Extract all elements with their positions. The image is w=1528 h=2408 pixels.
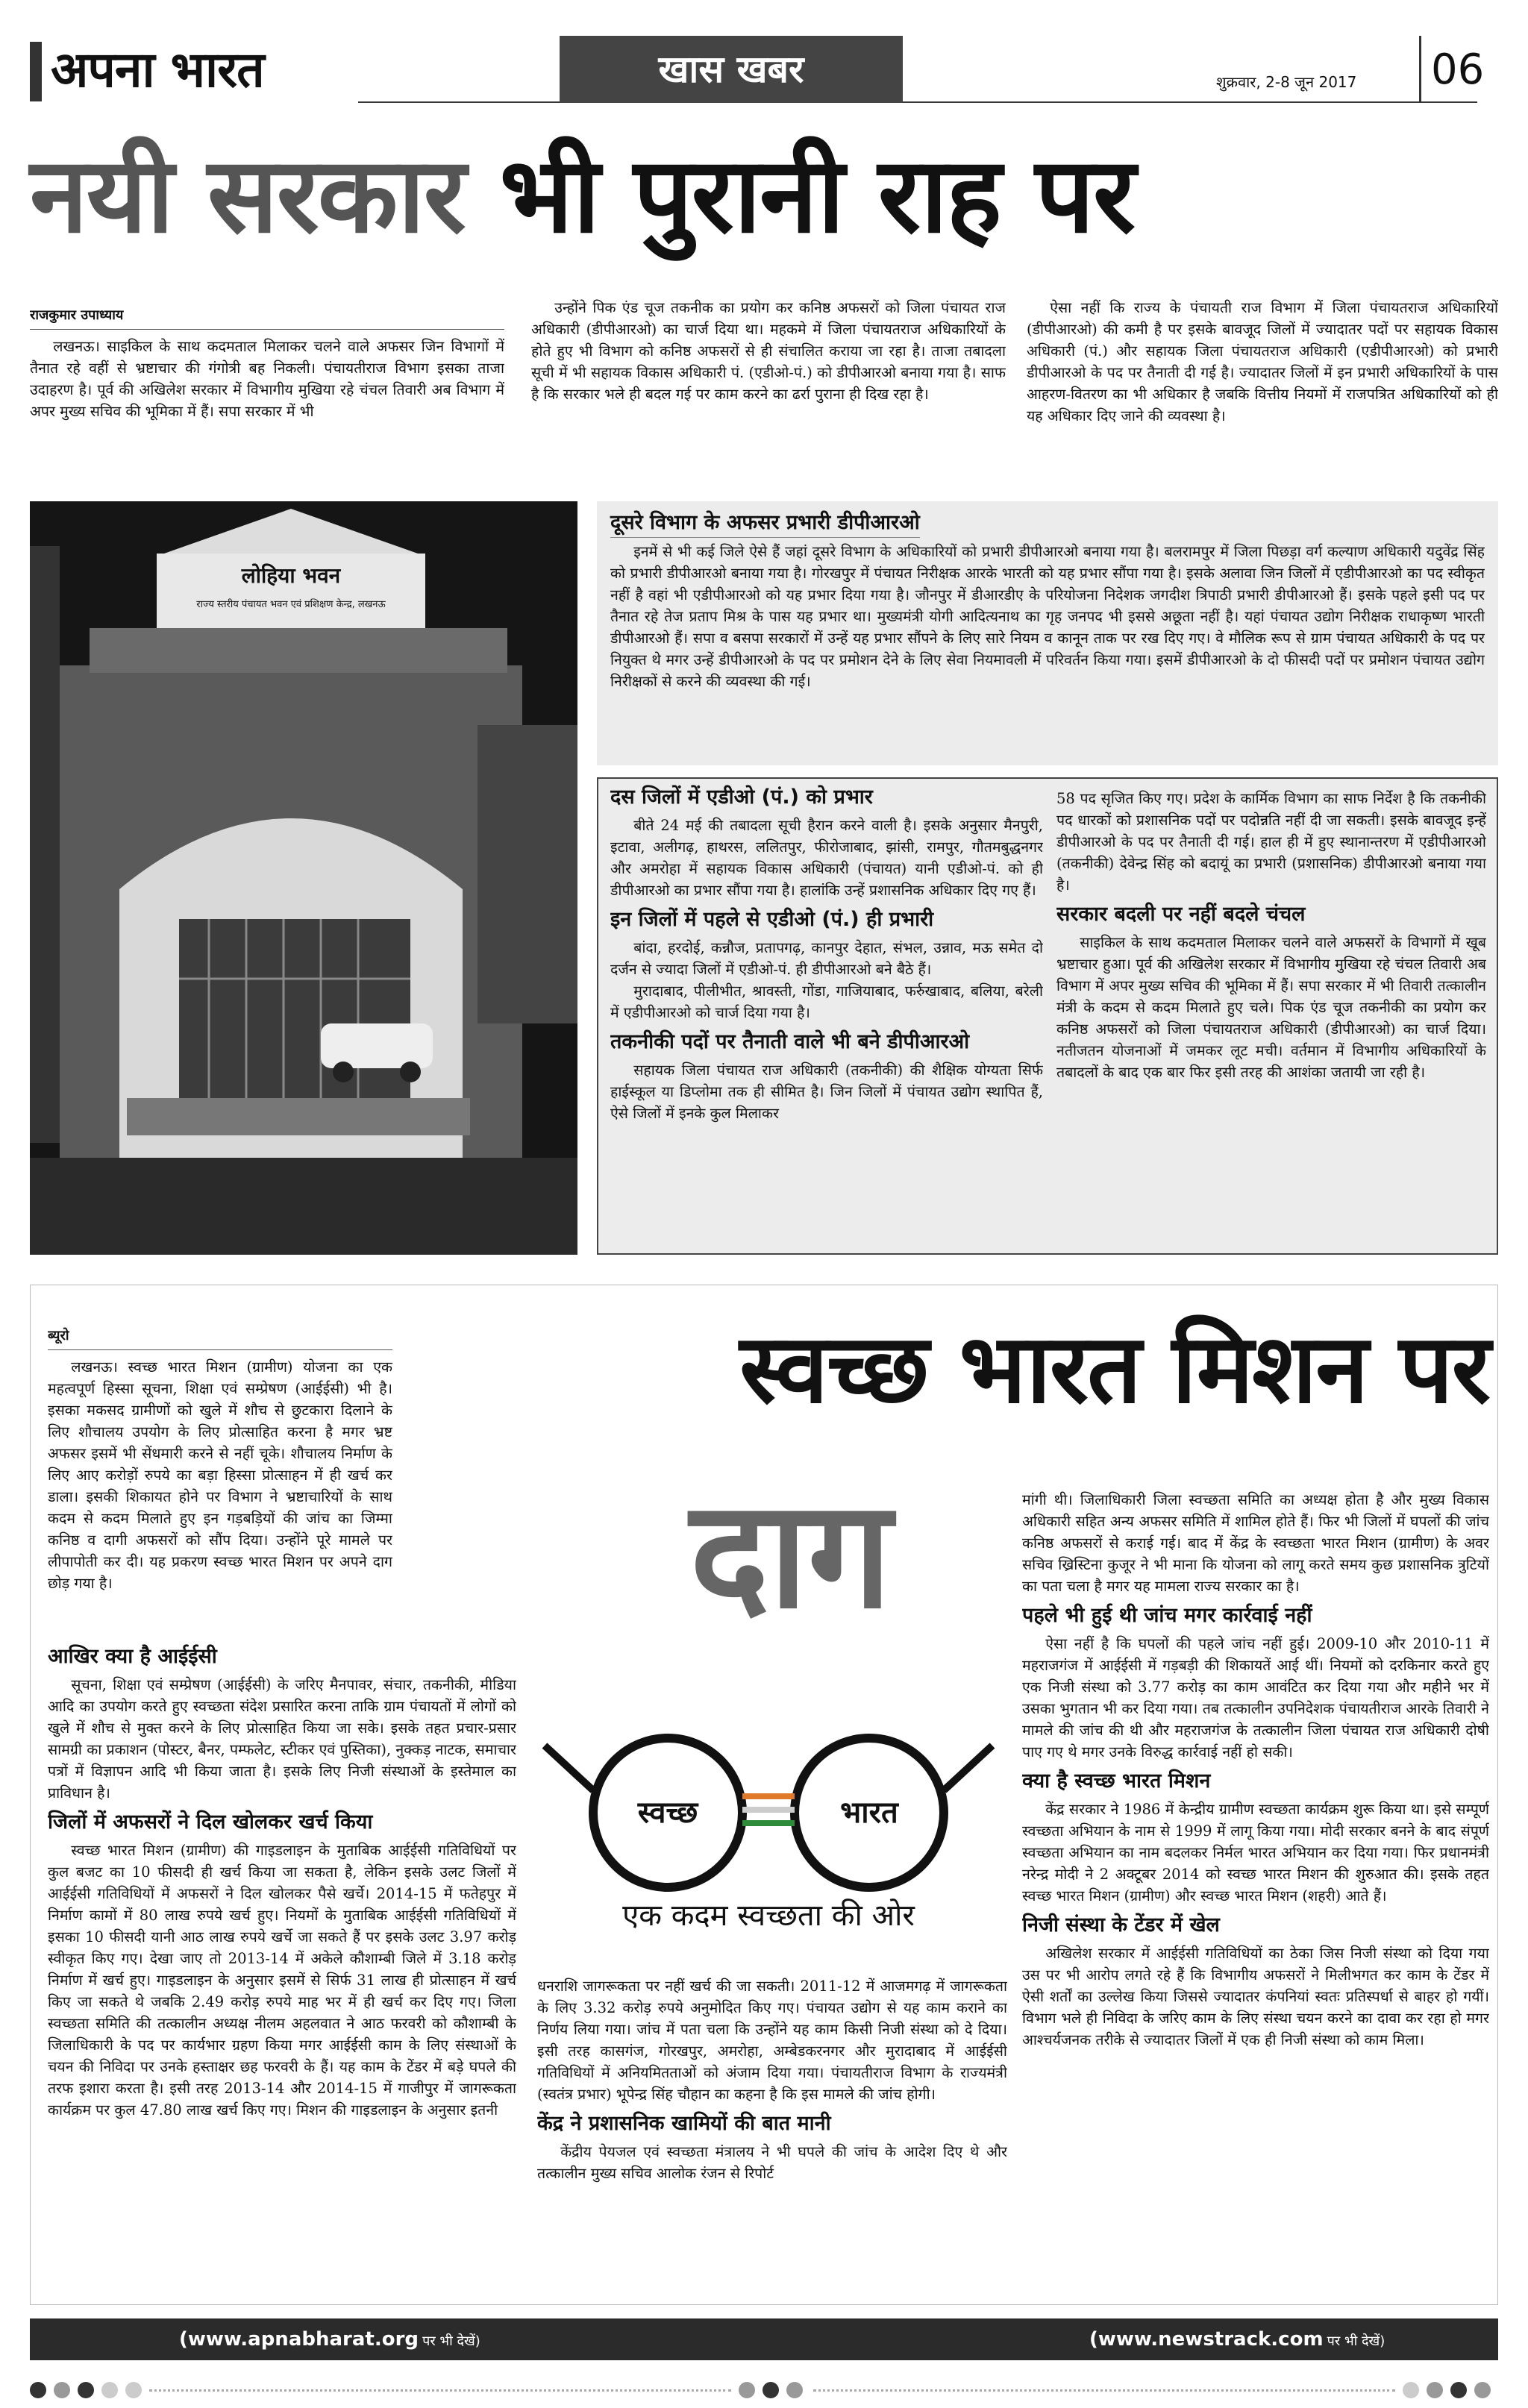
story1-col2-text: उन्होंने पिक एंड चूज तकनीक का प्रयोग कर कनिष्ठ अफसरों को जिला पंचायत राज अधिकारी (डीपीआरओ) का चार्ज दिया था। महकमे में जिला पंचायतराज अधिकारियों के होते हुए भी विभाग को कनिष्ठ अफसरों से ही संचालित कराया जा रहा है। ताजा तबादला सूची में भी सहायक विकास अधिकारी पं. (एडीओ-पं.) को डीपीआरओ बनाया गया है। साफ है कि सरकार भले ही बदल गई पर काम करने का ढर्रा पुराना ही दिख रहा है। [531,299,1006,403]
box2-col-right [1056,788,1486,1250]
story1-headline [30,133,1498,260]
footer-dot [1427,2382,1443,2398]
footer-left [179,2318,480,2362]
building-illustration [30,501,577,1255]
section-label: खास खबर [560,36,903,103]
footer-dot [1450,2382,1467,2398]
box2-text2b: मुरादाबाद, पीलीभीत, श्रावस्ती, गोंडा, गाजियाबाद, फर्रुखाबाद, बलिया, बरेली में एडीपीआरओ को चार्ज दिया गया है। [610,982,1043,1021]
story1-byline: राजकुमार उपाध्याय [30,304,504,330]
story2-heading-iec: आखिर क्या है आईईसी [48,1645,217,1668]
masthead [30,36,1498,109]
footer-dot [1474,2382,1491,2398]
logo-tagline: एक कदम स्वच्छता की ओर [622,1899,915,1933]
box2-col-left [610,783,1043,1250]
masthead-rule [358,101,1477,103]
footer-dot [30,2382,46,2398]
swachh-bharat-logo [537,1716,1000,1940]
footer-right-note: पर भी देखें) [1327,2333,1385,2349]
issue-date: शुक्रवार, 2-8 जून 2017 [1216,73,1357,91]
story2-col3 [1022,1489,1489,2295]
footer-dot [125,2382,142,2398]
sign-subtitle: राज्य स्तरीय पंचायत भवन एवं प्रशिक्षण केन्द्र, लखनऊ [196,599,386,610]
lohia-bhawan-photo [30,501,577,1255]
page-divider [1419,36,1421,103]
box2-text5: साइकिल के साथ कदमताल मिलाकर चलने वाले अफसरों के विभागों में खूब भ्रष्टाचार हुआ। पूर्व की अखिलेश सरकार में विभागीय मुखिया रहे चंचल तिवारी अब विभाग में अपर मुख्य सचिव की भूमिका में हैं। सपा सरकार में भी तिवारी तत्कालीन मंत्री के कदम से कदम मिलाते हुए चले। पिक एंड चूज तकनीकी का प्रयोग कर कनिष्ठ अफसरों को जिला पंचायतराज अधिकारी (डीपीआरओ) का चार्ज दिया। नतीजतन योजनाओं में जमकर लूट मची। वर्तमान में विभागीय अधिकारियों के तबादलों के बाद एक बार फिर इसी तरह की आशंका जतायी जा रही है। [1056,934,1486,1081]
footer-dotted-line [813,2389,1395,2392]
story2-text-c2b: केंद्रीय पेयजल एवं स्वच्छता मंत्रालय ने भी घपले की जांच के आदेश दिए थे और तत्कालीन मुख्य सचिव आलोक रंजन से रिपोर्ट [537,2143,1007,2182]
brand-name: अपना भारत [51,41,264,98]
headline-black-part: भी पुरानी राह पर [499,135,1135,257]
box2-text4: 58 पद सृजित किए गए। प्रदेश के कार्मिक विभाग का साफ निर्देश है कि तकनीकी पद धारकों को प्रशासनिक पदों पर पदोन्नति नहीं दी जा सकती। इसके बावजूद इन्हें डीपीआरओ के पद पर तैनाती दी गई। हाल ही में हुए स्थानान्तरण में एडीपीआरओ (तकनीकी) देवेन्द्र सिंह को बदायूं का प्रभारी (प्रशासनिक) डीपीआरओ बनाया गया है। [1056,790,1486,894]
story2-text-spent: स्वच्छ भारत मिशन (ग्रामीण) की गाइडलाइन के मुताबिक आईईसी गतिविधियों पर कुल बजट का 10 फीसदी ही खर्च किया जा सकता है, लेकिन इसके उलट जिलों में आईईसी गतिविधियों में अफसरों ने दिल खोलकर पैसे खर्चे। 2014-15 में फतेहपुर में निर्माण कामों में 80 लाख रुपये खर्च हुए। नियमों के मुताबिक आईईसी गतिविधियों में इसका 10 फीसदी यानी आठ लाख रुपये खर्चे जा सकते हैं पर इसके उलट 3.97 करोड़ स्वीकृत किए गए। देखा जाए तो 2013-14 में अकेले कौशाम्बी जिले में 3.18 करोड़ निर्माण में खर्च हुए। गाइडलाइन के अनुसार इसमें से सिर्फ 31 लाख ही प्रोत्साहन में खर्च किए जा सकते थे जबकि 2.49 करोड़ रुपये माह भर में ही खर्च कर दिए गए। जिला स्वच्छता समिति की तत्कालीन अध्यक्ष नीलम अहलवात ने आठ फरवरी को कौशाम्बी के जिलाधिकारी के पद पर कार्यभार ग्रहण किया मगर आईईसी काम के लिए संस्थाओं के चयन की निविदा पर उनके हस्ताक्षर छह फरवरी के हैं। यह काम के टेंडर में बड़े घपले की तरफ इशारा करता है। इसी तरह 2013-14 और 2014-15 में गाजीपुर में जागरूकता कार्यक्रम पर कुल 47.80 लाख खर्च किए गए। मिशन की गाइडलाइन के अनुसार इतनी [48,1842,516,2119]
box2-text1: बीते 24 मई की तबादला सूची हैरान करने वाली है। इसके अनुसार मैनपुरी, इटावा, अलीगढ़, हाथरस, ललितपुर, फीरोजाबाद, झांसी, रामपुर, गौतमबुद्धनगर और अमरोहा में सहायक विकास अधिकारी (पंचायत) यानी एडीओ-पं. को ही डीपीआरओ का प्रभार सौंपा गया है। हालांकि उन्हें प्रशासनिक अधिकार दिए गए हैं। [610,817,1043,899]
footer-dot [1403,2382,1419,2398]
story2-heading-tender: निजी संस्था के टेंडर में खेल [1022,1913,1220,1937]
footer-dot [739,2382,755,2398]
story2-byline: ब्यूरो [48,1325,392,1350]
box2-heading3: तकनीकी पदों पर तैनाती वाले भी बने डीपीआरओ [610,1030,970,1053]
story2-text-c3c: केंद्र सरकार ने 1986 में केन्द्रीय ग्रामीण स्वच्छता कार्यक्रम शुरू किया था। इसे सम्पूर्ण स्वच्छता अभियान के नाम से 1999 में लागू किया गया। मोदी सरकार बनने के बाद संपूर्ण स्वच्छता अभियान का नाम बदलकर निर्मल भारत अभियान कर दिया गया। फिर प्रधानमंत्री नरेन्द्र मोदी ने 2 अक्टूबर 2014 को स्वच्छ भारत मिशन की शुरुआत की। इसके तहत स्वच्छ भारत मिशन (ग्रामीण) और स्वच्छ भारत मिशन (शहरी) आते हैं। [1022,1801,1489,1904]
story2-text-c2a: धनराशि जागरूकता पर नहीं खर्च की जा सकती। 2011-12 में आजमगढ़ में जागरूकता के लिए 3.32 करोड़ रुपये अनुमोदित किए गए। पंचायत उद्योग से यह काम कराने का निर्णय लिया गया। जांच में पता चला कि उन्होंने यह काम किसी निजी संस्था को दे दिया। इसी तरह कासगंज, गोरखपुर, अमरोहा, अम्बेडकरनगर और मुरादाबाद में आईईसी गतिविधियों में अनियमितताओं को अंजाम दिया गया। पंचायतीराज विभाग के राज्यमंत्री (स्वतंत्र प्रभार) भूपेन्द्र सिंह चौहान का कहना है कि इस मामले की जांच होगी। [537,1978,1007,2103]
story2-headline: स्वच्छ भारत मिशन पर [739,1314,1489,1425]
footer-right [1089,2318,1385,2362]
footer-dotted-line [149,2389,731,2392]
box1-heading: दूसरे विभाग के अफसर प्रभारी डीपीआरओ [610,509,920,538]
story2-heading-mission: क्या है स्वच्छ भारत मिशन [1022,1769,1211,1793]
footer-dot [78,2382,94,2398]
story2-col2 [537,1975,1007,2296]
story2-text-iec: सूचना, शिक्षा एवं सम्प्रेषण (आईईसी) के जरिए मैनपावर, संचार, तकनीकी, मीडिया आदि का उपयोग करते हुए स्वच्छता संदेश प्रसारित करना ताकि ग्राम पंचायतों में लोगों को खुले में शौच से मुक्त करने के लिए प्रोत्साहित किया जा सके। इसके तहत प्रचार-प्रसार सामग्री का प्रकाशन (पोस्टर, बैनर, पम्फलेट, स्टीकर एवं पुस्तिका), नुक्कड़ नाटक, समाचार पत्रों में विज्ञापन आदि भी किया जाता है। इसके लिए निजी संस्थाओं के इस्तेमाल का प्राविधान है। [48,1676,516,1802]
brand-bar-left [30,42,42,101]
footer-left-note: पर भी देखें) [422,2333,480,2349]
story1-col1-text: लखनऊ। साइकिल के साथ कदमताल मिलाकर चलने वाले अफसर जिन विभागों में तैनात रहे वहीं से भ्रष्टाचार की गंगोत्री बह निकली। पंचायतीराज विभाग इसका ताजा उदाहरण है। पूर्व की अखिलेश सरकार में विभागीय मुखिया रहे चंचल तिवारी अब विभाग में अपर मुख्य सचिव की भूमिका में हैं। सपा सरकार में भी [30,338,504,420]
story2-intro: लखनऊ। स्वच्छ भारत मिशन (ग्रामीण) योजना का एक महत्वपूर्ण हिस्सा सूचना, शिक्षा एवं सम्प्रेषण (आईईसी) भी है। इसका मकसद ग्रामीणों को खुले में शौच से छुटकारा दिलाने के लिए शौचालय उपयोग के लिए प्रोत्साहित करना है मगर भ्रष्ट अफसर इसमें भी सेंधमारी करने से नहीं चूके। शौचालय निर्माण के लिए आए करोड़ों रुपये का बड़ा हिस्सा प्रोत्साहन में ही खर्च कर डाला। इसकी शिकायत होने पर विभाग ने भ्रष्टाचारियों के साथ कदम से कदम मिलाते हुए इन गड़बड़ियों की जांच का जिम्मा कनिष्ठ व दागी अफसरों को सौंप दिया। उन्होंने पूरे मामले पर लीपापोती कर दी। यह प्रकरण स्वच्छ भारत मिशन पर अपने दाग छोड़ गया है। [48,1358,392,1592]
box-other-dept-officers [597,501,1498,765]
sign-title: लोहिया भवन [241,563,341,588]
box2-heading2: इन जिलों में पहले से एडीओ (पं.) ही प्रभारी [610,908,934,931]
page-number: 06 [1431,46,1485,94]
footer-dot [101,2382,118,2398]
footer-dot [54,2382,70,2398]
logo-word-left: स्वच्छ [637,1796,698,1830]
box2-text2: बांदा, हरदोई, कन्नौज, प्रतापगढ़, कानपुर देहात, संभल, उन्नाव, मऊ समेत दो दर्जन से ज्यादा जिलों में एडीओ-पं. ही डीपीआरओ बने बैठे हैं। [610,939,1043,978]
footer-left-site[interactable]: (www.apnabharat.org [179,2328,419,2351]
headline-gray-part: नयी सरकार [30,135,465,257]
story2-headline-daag: दाग [689,1468,892,1642]
story2-col1-cont [48,1638,516,2295]
footer-dot [763,2382,779,2398]
footer-dot [786,2382,803,2398]
story2-heading-earlier: पहले भी हुई थी जांच मगर कार्रवाई नहीं [1022,1604,1312,1627]
story2-heading-centre: केंद्र ने प्रशासनिक खामियों की बात मानी [537,2112,831,2135]
footer-bar [30,2318,1498,2360]
story1-col2 [531,297,1006,476]
story1-col3 [1027,297,1498,476]
story2-heading-spent: जिलों में अफसरों ने दिल खोलकर खर्च किया [48,1810,373,1834]
story2-col1 [48,1325,392,1638]
box1-text: इनमें से भी कई जिले ऐसे हैं जहां दूसरे विभाग के अधिकारियों को प्रभारी डीपीआरओ बनाया गया है। बलरामपुर में जिला पिछड़ा वर्ग कल्याण अधिकारी यदुवेंद्र सिंह को प्रभारी डीपीआरओ बनाया गया है। गोरखपुर में पंचायत निरीक्षक आरके भारती को यह प्रभार सौंपा गया है। इसके अलावा जिन जिलों में एडीपीआरओ का पद स्वीकृत नहीं है वहां भी एडीपीआरओ को यह प्रभार दिया गया है। जौनपुर में डीआरडीए के परियोजना निदेशक जगदीश त्रिपाठी प्रभारी डीपीआरओ हैं। इसके पहले इसी पद पर तैनात रहे तेज प्रताप मिश्र के पास यह प्रभार था। मुख्यमंत्री योगी आदित्यनाथ का गृह जनपद भी इससे अछूता नहीं है। यहां पंचायत उद्योग निरीक्षक राधाकृष्ण भारती डीपीआरओ हैं। सपा व बसपा सरकारों में उन्हें यह प्रभार सौंपने के लिए सारे नियम व कानून ताक पर रख दिए गए। वे मौलिक रूप से ग्राम पंचायत अधिकारी के पद पर नियुक्त थे मगर उन्हें डीपीआरओ के पद पर प्रमोशन देने के लिए सेवा नियमावली में परिवर्तन किया गया। इसमें डीपीआरओ के दो फीसदी पदों पर प्रमोशन पंचायत उद्योग निरीक्षकों से करने की व्यवस्था की गई। [610,543,1485,690]
box2-heading4: सरकार बदली पर नहीं बदले चंचल [1056,903,1306,926]
box2-text3: सहायक जिला पंचायत राज अधिकारी (तकनीकी) की शैक्षिक योग्यता सिर्फ हाईस्कूल या डिप्लोमा तक ही सीमित है। जिन जिलों में पंचायत उद्योग स्थापित हैं, ऐसे जिलों में इनके कुल मिलाकर [610,1062,1043,1122]
story2-text-c3a: मांगी थी। जिलाधिकारी जिला स्वच्छता समिति का अध्यक्ष होता है और मुख्य विकास अधिकारी सहित अन्य अफसर समिति में शामिल होते हैं। फिर भी जिलों में घपलों की जांच कनिष्ठ अफसरों से कराई गई। बाद में केंद्र के स्वच्छता भारत मिशन (ग्रामीण) के अवर सचिव ख्रिस्टिना कुजूर ने भी माना कि योजना को लागू करते समय कुछ प्रशासनिक त्रुटियों का पता चला है मगर यह मामला राज्य सरकार का है। [1022,1491,1489,1595]
footer-right-site[interactable]: (www.newstrack.com [1089,2328,1324,2351]
box2-heading1: दस जिलों में एडीओ (पं.) को प्रभार [610,786,873,809]
story1-col1 [30,304,504,476]
logo-word-right: भारत [840,1796,898,1830]
story1-col3-text: ऐसा नहीं कि राज्य के पंचायती राज विभाग में जिला पंचायतराज अधिकारियों (डीपीआरओ) की कमी है पर इसके बावजूद जिलों में ज्यादातर पदों पर सहायक विकास अधिकारी (पं.) और सहायक जिला पंचायतराज अधिकारी (एडीपीआरओ) को प्रभारी डीपीआरओ के पद पर तैनाती दी गई है। ज्यादातर जिलों में इन प्रभारी अधिकारियों के पास आहरण-वितरण का भी अधिकार है जबकि वित्तीय नियमों में राजपत्रित अधिकारियों को ही यह अधिकार दिए जाने की व्यवस्था है। [1027,299,1498,424]
story2-text-c3d: अखिलेश सरकार में आईईसी गतिविधियों का ठेका जिस निजी संस्था को दिया गया उस पर भी आरोप लगते रहे हैं कि विभागीय अफसरों ने मिलीभगत कर काम के टेंडर में ऐसी शर्तों का उल्लेख किया जिससे ज्यादातर कंपनियां स्वतः प्रतिस्पर्धा से बाहर हो गयीं। विभाग भले ही निविदा के जरिए काम के लिए संस्था चयन करने का दावा कर रहा हो मगर आश्चर्यजनक तरीके से ज्यादातर जिलों में एक ही निजी संस्था को काम मिला। [1022,1945,1489,2048]
story2-text-c3b: ऐसा नहीं है कि घपलों की पहले जांच नहीं हुई। 2009-10 और 2010-11 में महराजगंज में आईईसी में गड़बड़ी की शिकायतें आई थीं। नियमों को दरकिनार करते हुए एक निजी संस्था को 3.77 करोड़ का काम आवंटित कर दिया गया और महीने भर में उसका भुगतान भी कर दिया गया। तब तत्कालीन उपनिदेशक पंचायतीराज आरके तिवारी ने मामले की जांच की थी और महराजगंज के तत्कालीन जिला पंचायत राज अधिकारी दोषी पाए गए थे मगर उनके विरुद्ध कार्रवाई नहीं हो सकी। [1022,1635,1489,1760]
